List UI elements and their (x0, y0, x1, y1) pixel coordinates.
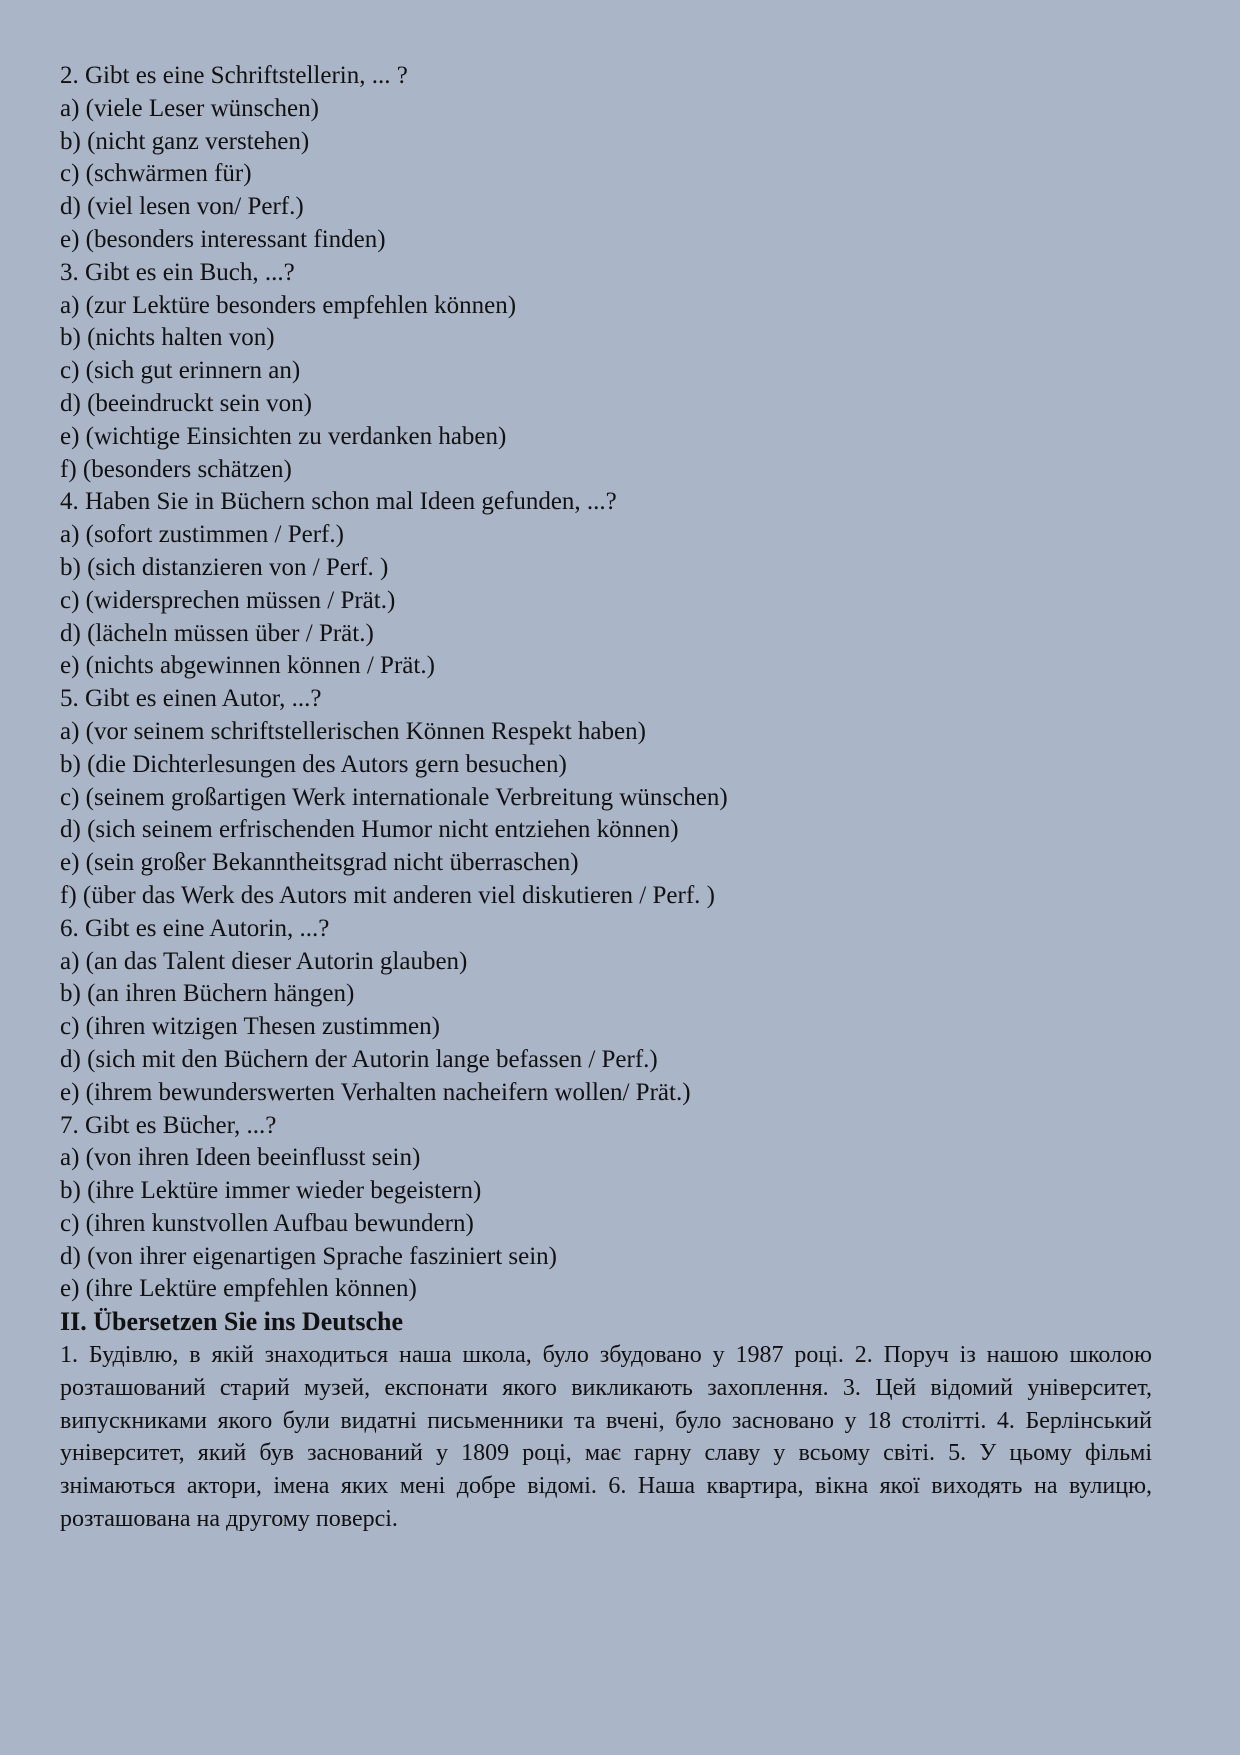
answer-option: a) (an das Talent dieser Autorin glauben) (60, 947, 468, 975)
question-line: 3. Gibt es ein Buch, ...? (60, 258, 295, 286)
answer-option: f) (über das Werk des Autors mit anderen viel diskutieren / Perf. ) (60, 881, 715, 909)
answer-option: a) (sofort zustimmen / Perf.) (60, 521, 344, 549)
question-line: 7. Gibt es Bücher, ...? (60, 1111, 277, 1139)
answer-option: c) (seinem großartigen Werk internationale Verbreitung wünschen) (60, 783, 728, 811)
answer-option: a) (von ihren Ideen beeinflusst sein) (60, 1144, 421, 1172)
answer-option: e) (wichtige Einsichten zu verdanken haben) (60, 422, 507, 450)
answer-option: d) (sich mit den Büchern der Autorin lange befassen / Perf.) (60, 1045, 658, 1073)
answer-option: c) (sich gut erinnern an) (60, 357, 301, 385)
answer-option: e) (besonders interessant finden) (60, 225, 386, 253)
answer-option: b) (nichts halten von) (60, 324, 275, 352)
question-line: 5. Gibt es einen Autor, ...? (60, 685, 322, 713)
answer-option: b) (an ihren Büchern hängen) (60, 980, 355, 1008)
question-line: 4. Haben Sie in Büchern schon mal Ideen gefunden, ...? (60, 488, 617, 516)
answer-option: c) (widersprechen müssen / Prät.) (60, 586, 396, 614)
answer-option: d) (beeindruckt sein von) (60, 389, 313, 417)
answer-option: b) (die Dichterlesungen des Autors gern besuchen) (60, 750, 567, 778)
answer-option: a) (zur Lektüre besonders empfehlen können) (60, 291, 517, 319)
answer-option: c) (ihren witzigen Thesen zustimmen) (60, 1013, 440, 1041)
answer-option: d) (lächeln müssen über / Prät.) (60, 619, 374, 647)
answer-option: a) (vor seinem schriftstellerischen Können Respekt haben) (60, 717, 646, 745)
answer-option: f) (besonders schätzen) (60, 455, 292, 483)
answer-option: e) (ihre Lektüre empfehlen können) (60, 1275, 417, 1303)
answer-option: b) (ihre Lektüre immer wieder begeistern) (60, 1177, 482, 1205)
answer-option: c) (schwärmen für) (60, 160, 252, 188)
question-line: 2. Gibt es eine Schriftstellerin, ... ? (60, 62, 408, 89)
answer-option: d) (sich seinem erfrischenden Humor nicht entziehen können) (60, 816, 679, 844)
translation-paragraph: 1. Будівлю, в якій знаходиться наша школа, було збудовано у 1987 році. 2. Поруч із нашою школою розташований старий музей, експонати якого викликають захоплення. 3. Цей відомий університет, випускниками якого були видатні письменники та вчені, було засновано у 18 столітті. 4. Берлінський університет, який був заснований у 1809 році, має гарну славу у всьому світі. 5. У цьому фільмі знімаються актори, імена яких мені добре відомі. 6. Наша квартира, вікна якої виходять на вулицю, розташована на другому поверсі. (60, 1342, 1152, 1533)
exercise-list (60, 60, 1152, 1306)
answer-option: e) (sein großer Bekanntheitsgrad nicht überraschen) (60, 849, 579, 877)
answer-option: e) (ihrem bewunderswerten Verhalten nacheifern wollen/ Prät.) (60, 1078, 691, 1106)
answer-option: e) (nichts abgewinnen können / Prät.) (60, 652, 435, 680)
answer-option: c) (ihren kunstvollen Aufbau bewundern) (60, 1209, 474, 1237)
answer-option: d) (von ihrer eigenartigen Sprache fasziniert sein) (60, 1242, 558, 1270)
answer-option: a) (viele Leser wünschen) (60, 94, 319, 122)
answer-option: d) (viel lesen von/ Perf.) (60, 193, 304, 221)
question-line: 6. Gibt es eine Autorin, ...? (60, 914, 330, 942)
section-heading: II. Übersetzen Sie ins Deutsche (60, 1307, 404, 1337)
answer-option: b) (nicht ganz verstehen) (60, 127, 310, 155)
answer-option: b) (sich distanzieren von / Perf. ) (60, 553, 389, 581)
